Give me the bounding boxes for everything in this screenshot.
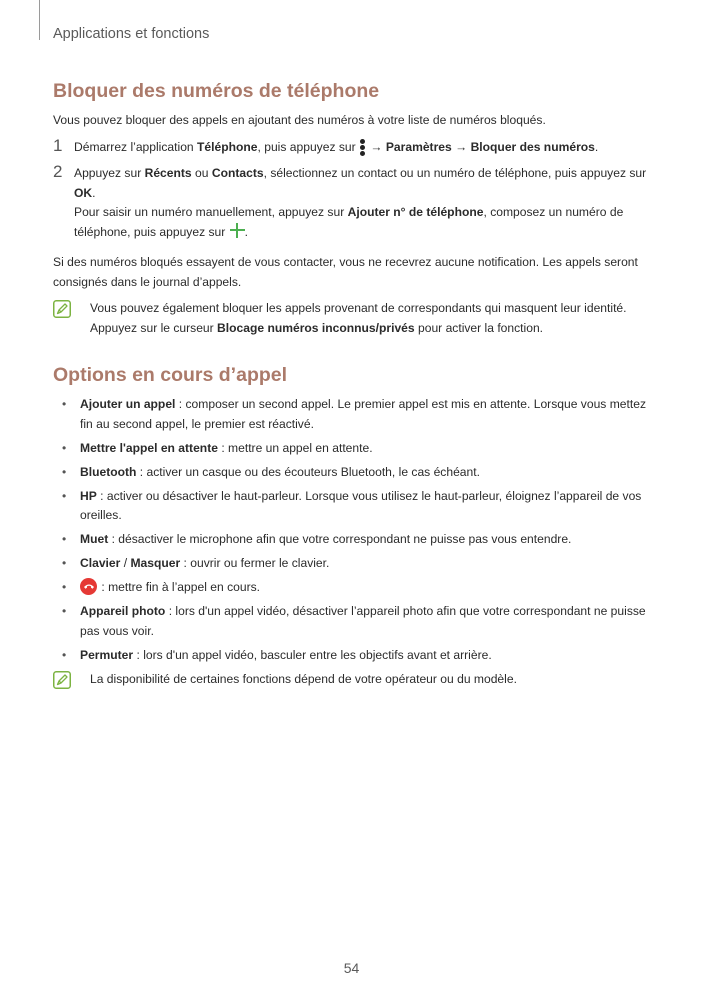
text-run: ou bbox=[191, 166, 212, 180]
option-label: Mettre l'appel en attente bbox=[80, 440, 218, 455]
step-paragraph bbox=[74, 203, 653, 242]
section-title-call-options: Options en cours d’appel bbox=[53, 364, 288, 386]
section-title-block-numbers: Bloquer des numéros de téléphone bbox=[53, 80, 380, 102]
text-run: , composez un numéro de téléphone, puis appuyez sur bbox=[74, 205, 624, 239]
bullet: • bbox=[62, 604, 67, 618]
ui-term: Téléphone bbox=[197, 139, 258, 154]
option-description: : désactiver le microphone afin que votre correspondant ne puisse pas vous entendre. bbox=[108, 532, 572, 546]
text-run: . bbox=[92, 185, 96, 200]
text-run: Appuyez sur bbox=[74, 166, 145, 180]
note-text bbox=[90, 299, 653, 338]
page-number: 54 bbox=[343, 960, 360, 976]
option-description: : lors d'un appel vidéo, désactiver l’appareil photo afin que votre correspondant ne puisse pas vous voir. bbox=[80, 604, 646, 638]
option-description: : mettre un appel en attente. bbox=[217, 440, 373, 455]
step-text bbox=[74, 138, 653, 158]
list-item bbox=[53, 439, 653, 459]
option-label: Clavier bbox=[80, 556, 121, 570]
bullet: • bbox=[62, 580, 67, 594]
bullet: • bbox=[62, 464, 67, 479]
option-label: Muet bbox=[80, 532, 109, 546]
option-description: : lors d'un appel vidéo, basculer entre les objectifs avant et arrière. bbox=[133, 647, 492, 662]
option-label: Permuter bbox=[80, 647, 134, 662]
note-icon bbox=[53, 299, 90, 338]
separator: / bbox=[120, 556, 131, 570]
section-intro: Vous pouvez bloquer des appels en ajoutant des numéros à votre liste de numéros bloqués. bbox=[53, 113, 546, 127]
arrow: → bbox=[451, 139, 471, 154]
step-paragraph bbox=[74, 164, 653, 203]
end-call-icon bbox=[80, 578, 97, 595]
list-item bbox=[53, 487, 653, 526]
note-text: La disponibilité de certaines fonctions dépend de votre opérateur ou du modèle. bbox=[90, 671, 517, 686]
ui-term: Blocage numéros inconnus/privés bbox=[217, 320, 415, 335]
bullet: • bbox=[62, 397, 67, 411]
option-description: : ouvrir ou fermer le clavier. bbox=[180, 556, 330, 570]
text-run: . bbox=[244, 224, 249, 239]
blocked-info-paragraph: Si des numéros bloqués essayent de vous contacter, vous ne recevrez aucune notification. Les appels seront consignés dans le journal d’appels. bbox=[53, 255, 638, 289]
option-label: Ajouter un appel bbox=[80, 397, 176, 411]
call-options-list bbox=[53, 395, 653, 665]
note-block bbox=[53, 299, 653, 338]
text-run: Démarrez l’application bbox=[74, 139, 198, 154]
list-item bbox=[53, 530, 653, 550]
ui-term: Bloquer des numéros bbox=[470, 139, 595, 154]
option-label: Appareil photo bbox=[80, 604, 166, 618]
list-item bbox=[53, 463, 653, 483]
text-run: . bbox=[594, 139, 599, 154]
text-run: , puis appuyez sur bbox=[257, 139, 360, 154]
arrow: → bbox=[367, 139, 386, 154]
text-run: Vous pouvez également bloquer les appels provenant de correspondants qui masquent leur identité. Appuyez sur le curseur bbox=[90, 301, 627, 335]
text-run: pour activer la fonction. bbox=[414, 320, 544, 335]
list-item bbox=[53, 602, 653, 641]
page-content bbox=[53, 80, 653, 689]
step-text bbox=[74, 164, 653, 242]
note-icon bbox=[53, 670, 90, 690]
ui-term: OK bbox=[74, 185, 93, 200]
ui-term: Paramètres bbox=[385, 139, 452, 154]
step-1 bbox=[53, 135, 653, 158]
option-description: : activer un casque ou des écouteurs Bluetooth, le cas échéant. bbox=[136, 464, 480, 479]
step-number: 2 bbox=[53, 162, 63, 181]
note-block bbox=[53, 670, 653, 690]
text-run: Pour saisir un numéro manuellement, appuyez sur bbox=[74, 205, 348, 219]
bullet: • bbox=[62, 488, 67, 503]
step-2 bbox=[53, 164, 653, 242]
header-divider bbox=[39, 0, 40, 40]
option-description: : activer ou désactiver le haut-parleur. Lorsque vous utilisez le haut-parleur, éloignez l’appareil de vos oreilles. bbox=[80, 488, 642, 522]
ui-term: Récents bbox=[144, 166, 192, 180]
step-number: 1 bbox=[53, 135, 63, 155]
option-label: Bluetooth bbox=[80, 464, 137, 479]
bullet: • bbox=[62, 556, 67, 570]
text-run: , sélectionnez un contact ou un numéro de téléphone, puis appuyez sur bbox=[263, 166, 647, 180]
list-item bbox=[53, 395, 653, 434]
bullet: • bbox=[62, 440, 67, 455]
option-description: : composer un second appel. Le premier appel est mis en attente. Lorsque vous mettez fin au second appel, le premier est réactivé. bbox=[80, 397, 646, 431]
running-header: Applications et fonctions bbox=[53, 26, 210, 42]
list-item bbox=[53, 554, 653, 574]
more-options-icon bbox=[359, 138, 367, 157]
option-label: Masquer bbox=[130, 556, 181, 570]
ui-term: Ajouter n° de téléphone bbox=[347, 205, 484, 219]
bullet: • bbox=[62, 532, 67, 546]
option-label: HP bbox=[80, 488, 97, 503]
bullet: • bbox=[62, 647, 67, 662]
option-description: : mettre fin à l’appel en cours. bbox=[98, 580, 261, 594]
list-item bbox=[53, 646, 653, 666]
ui-term: Contacts bbox=[211, 166, 264, 180]
plus-icon bbox=[230, 223, 245, 238]
list-item bbox=[53, 578, 653, 598]
